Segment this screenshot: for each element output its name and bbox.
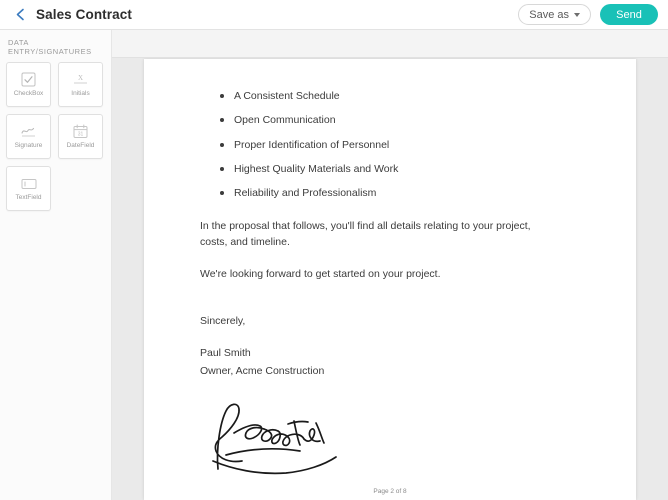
save-as-label: Save as	[529, 8, 569, 21]
benefits-list	[200, 89, 590, 202]
tool-datefield[interactable]	[58, 114, 103, 159]
paragraph-proposal: In the proposal that follows, you'll find all details relating to your project, costs, and timeline.	[200, 219, 531, 249]
textfield-icon	[20, 175, 37, 192]
tool-label: CheckBox	[13, 90, 44, 98]
list-item: Open Communication	[220, 113, 590, 129]
signature-block	[200, 313, 590, 483]
page-title: Sales Contract	[36, 7, 132, 22]
tools-sidebar	[0, 30, 112, 500]
tool-label: Initials	[71, 90, 90, 98]
initials-icon	[72, 71, 89, 88]
app-body	[0, 30, 668, 500]
svg-text:X: X	[77, 74, 84, 83]
signature-icon	[20, 123, 37, 140]
header-actions	[518, 4, 658, 25]
closing-salutation: Sincerely,	[200, 314, 246, 327]
signature-image	[208, 397, 348, 482]
tool-initials[interactable]	[58, 62, 103, 107]
list-item: Proper Identification of Personnel	[220, 138, 590, 154]
tool-grid	[0, 62, 111, 211]
page-content	[200, 89, 590, 482]
send-label: Send	[616, 8, 642, 21]
document-page	[144, 59, 636, 500]
tool-label: DateField	[66, 142, 95, 150]
paragraph-closing-note: We're looking forward to get started on your project.	[200, 268, 441, 281]
chevron-left-icon	[15, 8, 26, 21]
checkbox-icon	[20, 71, 37, 88]
page-number: Page 2 of 8	[373, 488, 407, 495]
sidebar-section-heading: DATA ENTRY/SIGNATURES	[8, 38, 92, 56]
tool-textfield[interactable]	[6, 166, 51, 211]
signer-title: Owner, Acme Construction	[200, 365, 325, 378]
calendar-icon	[72, 123, 89, 140]
send-button[interactable]	[600, 4, 658, 25]
list-item: Highest Quality Materials and Work	[220, 162, 590, 178]
save-as-button[interactable]	[518, 4, 591, 25]
document-toolbar	[112, 30, 668, 58]
svg-text:31: 31	[77, 131, 84, 138]
document-viewer[interactable]	[112, 30, 668, 500]
tool-checkbox[interactable]	[6, 62, 51, 107]
signer-name: Paul Smith	[200, 346, 251, 359]
app-header	[0, 0, 668, 30]
tool-label: Signature	[14, 142, 43, 150]
list-item: A Consistent Schedule	[220, 89, 590, 105]
tool-signature[interactable]	[6, 114, 51, 159]
back-button[interactable]	[10, 2, 30, 28]
chevron-down-icon	[574, 13, 580, 17]
list-item: Reliability and Professionalism	[220, 186, 590, 202]
tool-label: TextField	[15, 194, 42, 202]
